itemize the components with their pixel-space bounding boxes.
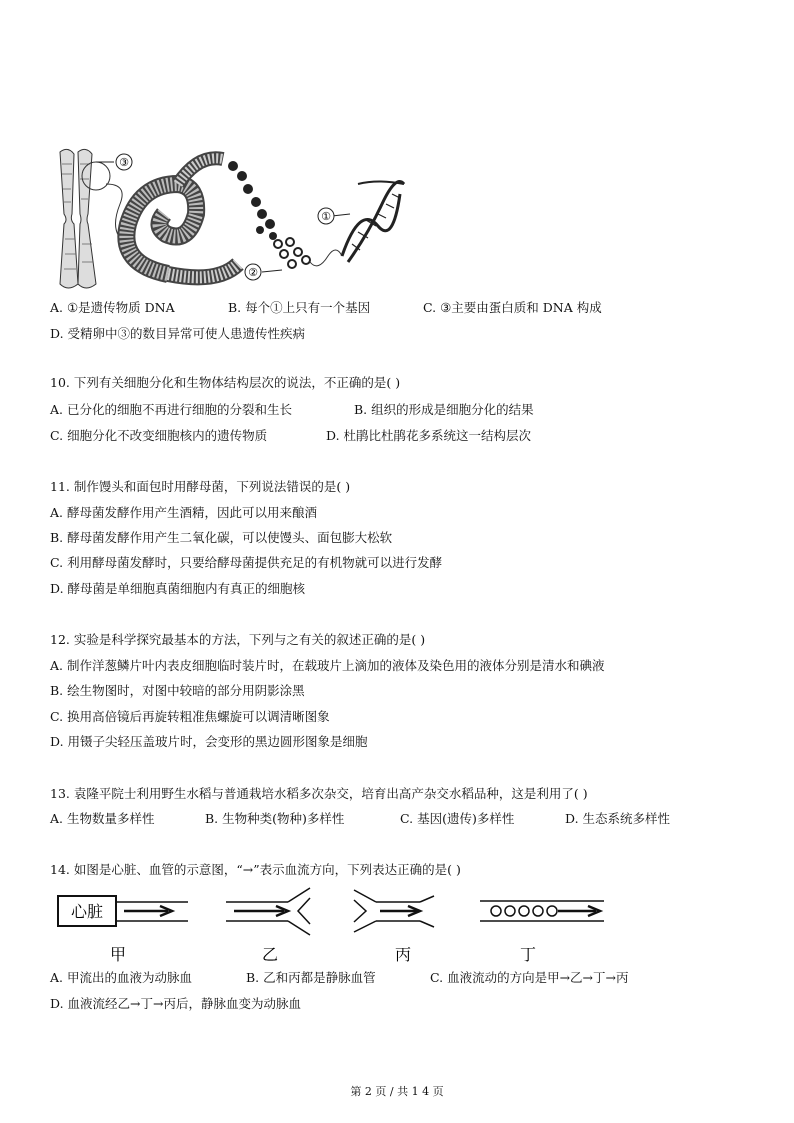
- q14-options-row1: [50, 970, 750, 986]
- q10-options-row1: [50, 402, 750, 418]
- q14-option-a: A. 甲流出的血液为动脉血: [50, 970, 192, 985]
- vessel-label-jia: 甲: [109, 945, 127, 964]
- q13-options-row: [50, 811, 750, 827]
- q10-option-c: C. 细胞分化不改变细胞核内的遗传物质: [50, 428, 268, 443]
- q13-option-c: C. 基因(遗传)多样性: [400, 811, 515, 826]
- vessel-yi-drawing: [226, 888, 310, 935]
- dna-helix-drawing: [342, 182, 404, 263]
- q9-option-d: D. 受精卵中③的数目异常可使人患遗传性疾病: [50, 326, 306, 341]
- q11-option-c: C. 利用酵母菌发酵时，只要给酵母菌提供充足的有机物就可以进行发酵: [50, 555, 443, 570]
- q13-option-d: D. 生态系统多样性: [565, 811, 671, 826]
- q9-option-a: A. ①是遗传物质 DNA: [50, 300, 175, 315]
- vessel-label-ding: 丁: [519, 945, 537, 964]
- vessel-label-bing: 丙: [394, 945, 412, 964]
- q14-option-b: B. 乙和丙都是静脉血管: [246, 970, 376, 985]
- figure-label-2: ②: [248, 266, 258, 279]
- q10-option-a: A. 已分化的细胞不再进行细胞的分裂和生长: [50, 402, 292, 417]
- vessel-ding-drawing: [480, 901, 604, 921]
- heart-label: 心脏: [70, 902, 104, 921]
- q9-options-row1: [50, 300, 750, 316]
- q10-option-d: D. 杜鹃比杜鹃花多系统这一结构层次: [326, 428, 532, 443]
- q12-option-d: D. 用镊子尖轻压盖玻片时，会变形的黑边圆形图象是细胞: [50, 734, 368, 749]
- q14-option-c: C. 血液流动的方向是甲→乙→丁→丙: [430, 970, 629, 985]
- q13-option-b: B. 生物种类(物种)多样性: [205, 811, 345, 826]
- q14-option-d: D. 血液流经乙→丁→丙后，静脉血变为动脉血: [50, 996, 301, 1011]
- q14-stem: 14. 如图是心脏、血管的示意图，“→”表示血流方向，下列表达正确的是( ): [50, 862, 461, 877]
- figure-label-1: ①: [321, 210, 331, 223]
- q11-stem: 11. 制作馒头和面包时用酵母菌，下列说法错误的是( ): [50, 479, 351, 494]
- q9-option-c: C. ③主要由蛋白质和 DNA 构成: [423, 300, 602, 315]
- chromosome-drawing: [60, 149, 110, 288]
- q11-option-d: D. 酵母菌是单细胞真菌细胞内有真正的细胞核: [50, 581, 306, 596]
- q11-option-b: B. 酵母菌发酵作用产生二氧化碳，可以使馒头、面包膨大松软: [50, 530, 393, 545]
- chromosome-dna-figure: [48, 144, 428, 294]
- q10-stem: 10. 下列有关细胞分化和生物体结构层次的说法，不正确的是( ): [50, 375, 401, 390]
- q12-option-a: A. 制作洋葱鳞片叶内表皮细胞临时装片时，在载玻片上滴加的液体及染色用的液体分别是清水和碘液: [50, 658, 605, 673]
- q13-option-a: A. 生物数量多样性: [50, 811, 155, 826]
- coiled-fiber-drawing: [126, 158, 238, 277]
- figure-label-3: ③: [119, 156, 129, 169]
- page-footer: 第 2 页 / 共 1 4 页: [350, 1085, 444, 1098]
- vessel-bing-drawing: [354, 890, 434, 932]
- nucleosome-beads: [228, 161, 310, 268]
- q11-option-a: A. 酵母菌发酵作用产生酒精，因此可以用来酿酒: [50, 505, 317, 520]
- vessel-label-yi: 乙: [261, 945, 279, 964]
- q12-option-b: B. 绘生物图时，对图中较暗的部分用阴影涂黑: [50, 683, 305, 698]
- q9-option-b: B. 每个①上只有一个基因: [228, 300, 371, 315]
- q12-stem: 12. 实验是科学探究最基本的方法，下列与之有关的叙述正确的是( ): [50, 632, 426, 647]
- q13-stem: 13. 袁隆平院士利用野生水稻与普通栽培水稻多次杂交，培育出高产杂交水稻品种，这是利用了( ): [50, 786, 588, 801]
- q10-option-b: B. 组织的形成是细胞分化的结果: [354, 402, 534, 417]
- heart-vessel-figure: [48, 880, 648, 970]
- q12-option-c: C. 换用高倍镜后再旋转粗准焦螺旋可以调清晰图象: [50, 709, 330, 724]
- q10-options-row2: [50, 428, 750, 444]
